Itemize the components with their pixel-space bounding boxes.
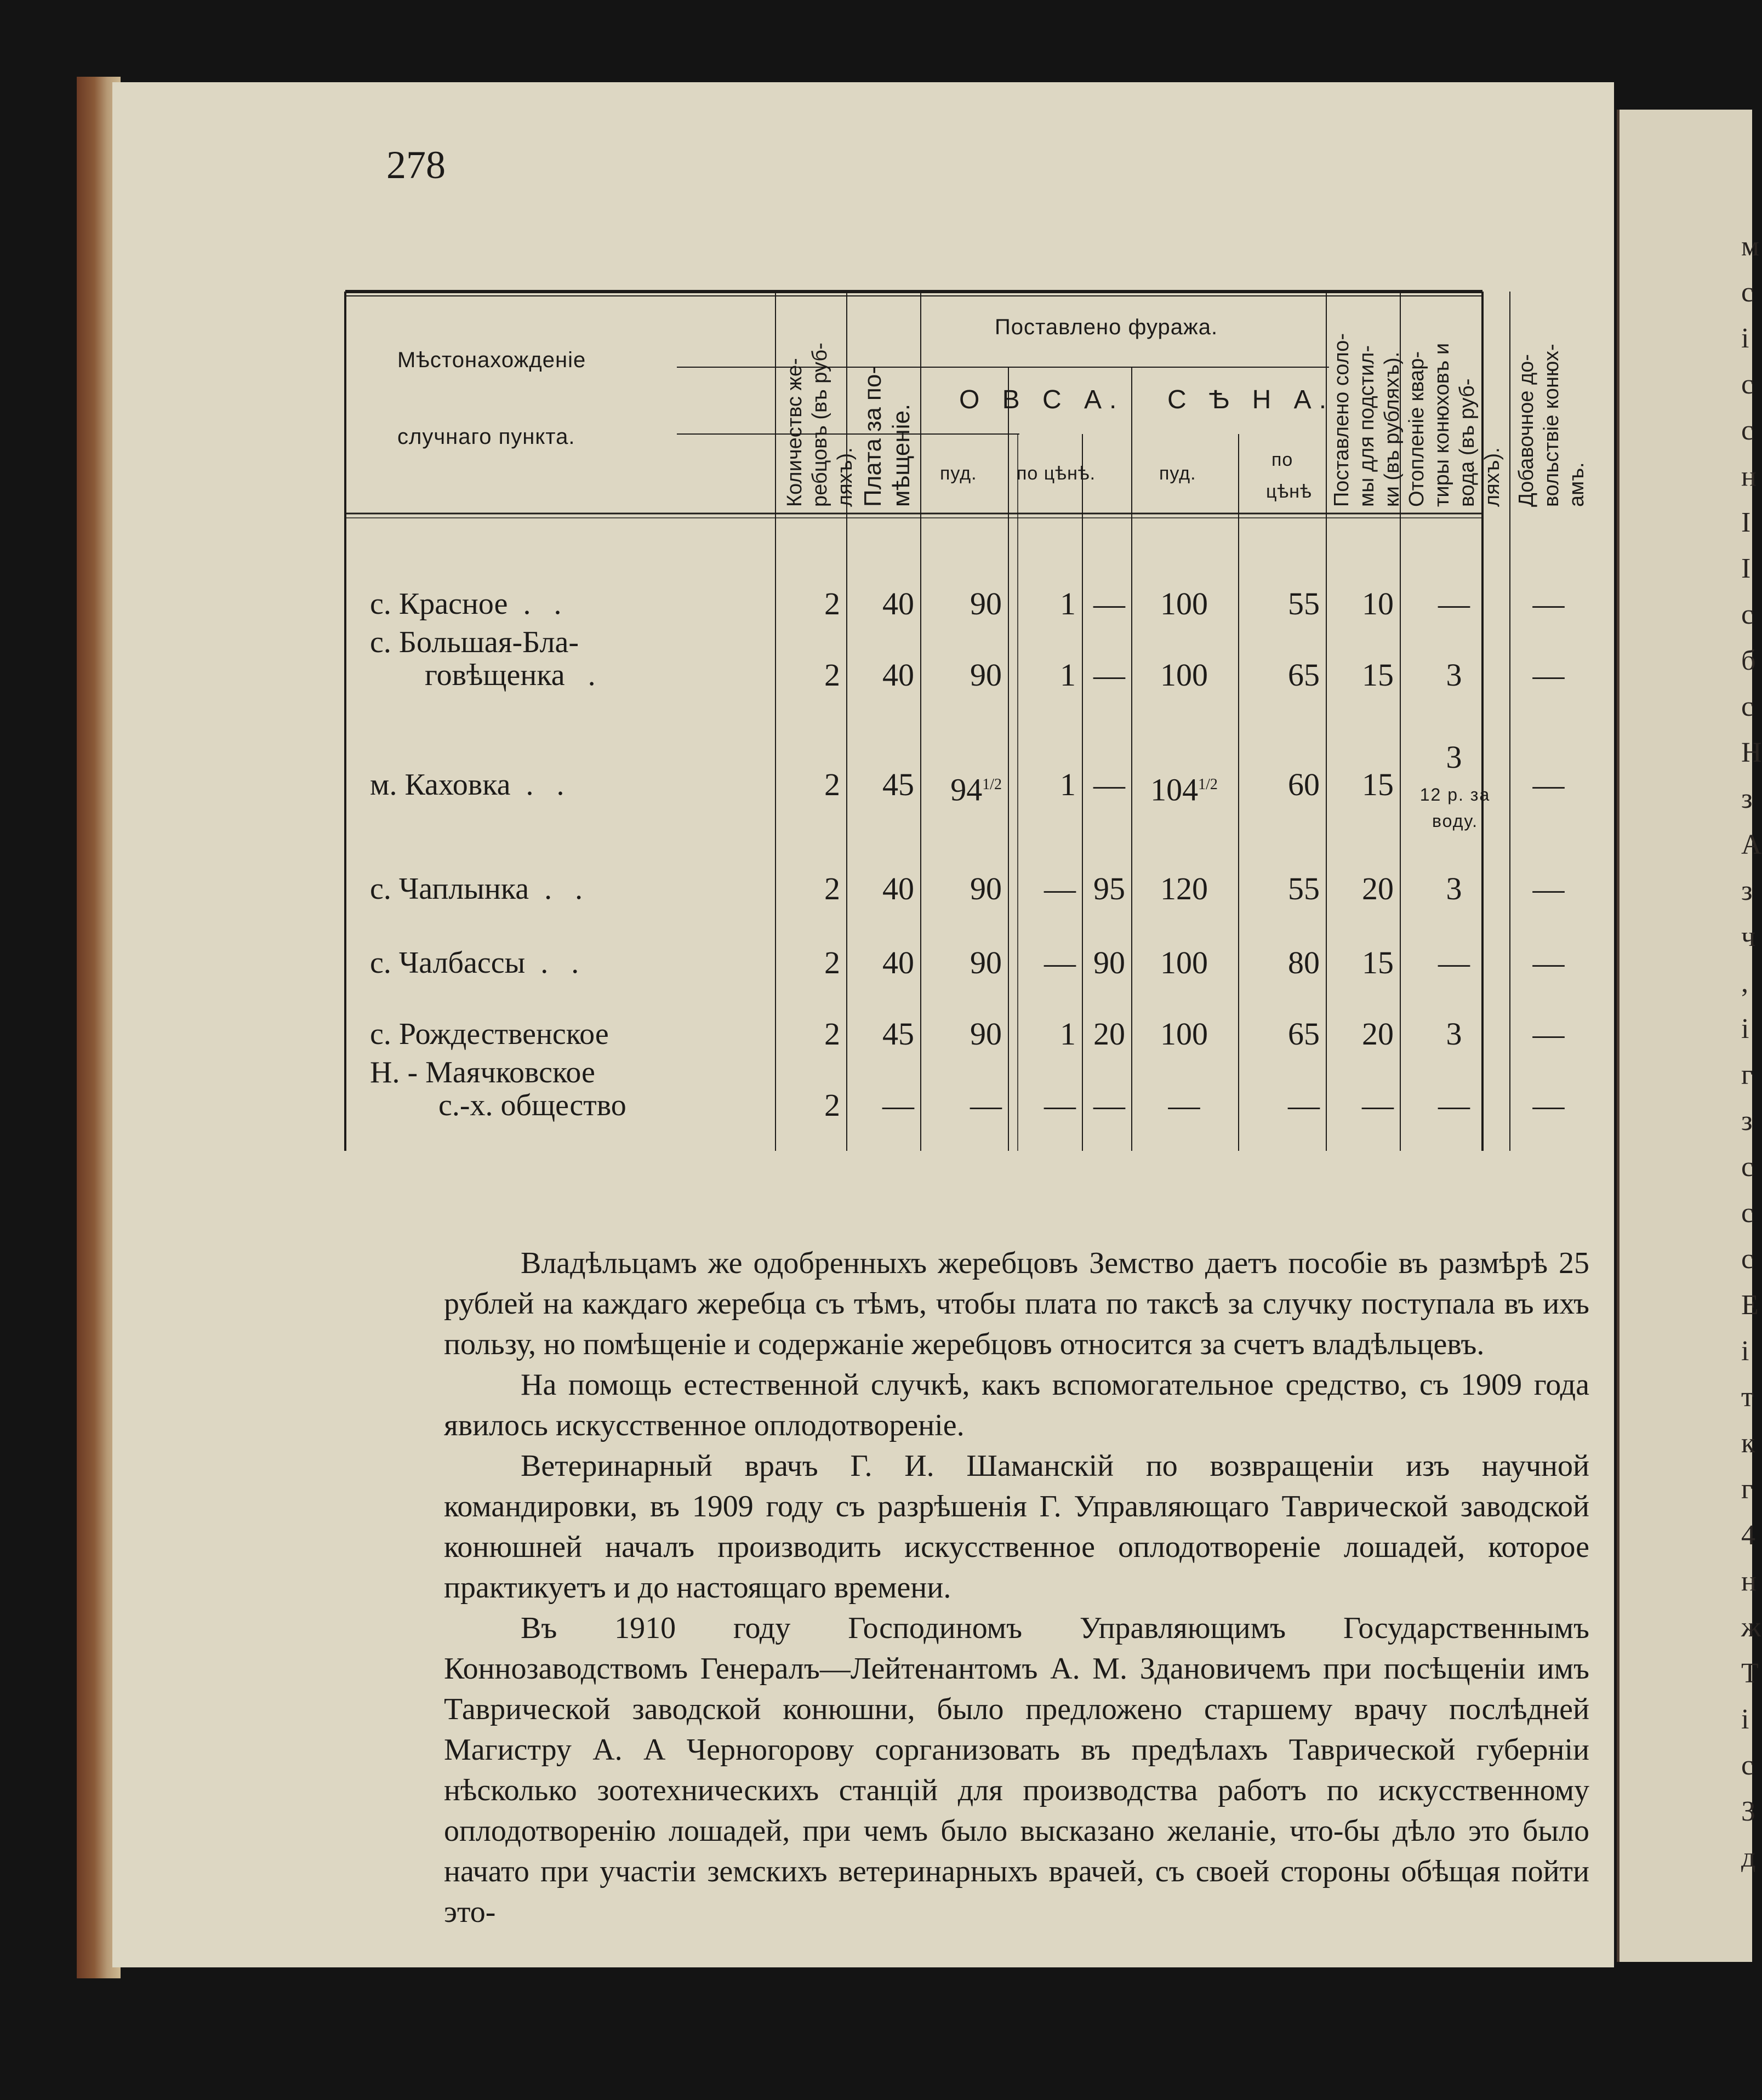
book-page bbox=[112, 82, 1614, 1967]
header-hay-price-2: цѣнѣ bbox=[1266, 481, 1312, 502]
facing-page-glyph: 4 bbox=[1741, 1520, 1755, 1551]
cell-value: 65 bbox=[1288, 1016, 1320, 1052]
cell-oats-pud bbox=[925, 945, 1002, 980]
cell-value: — bbox=[1044, 871, 1076, 906]
cell-value: 90 bbox=[1093, 945, 1125, 980]
cell-value: 2 bbox=[824, 657, 840, 693]
facing-page-glyph: ч bbox=[1741, 921, 1756, 952]
cell-straw bbox=[1331, 1017, 1394, 1052]
cell-value: 2 bbox=[824, 1016, 840, 1052]
cell-heating bbox=[1405, 586, 1503, 621]
cell-value: 1 bbox=[1060, 586, 1076, 621]
cell-value: 10 bbox=[1362, 586, 1394, 621]
facing-page-glyph: ж bbox=[1741, 1612, 1761, 1643]
facing-page-glyph: с bbox=[1741, 1197, 1754, 1229]
cell-value: 40 bbox=[882, 586, 914, 621]
cell-value: 1 bbox=[1060, 767, 1076, 802]
facing-page-glyph: м bbox=[1741, 231, 1759, 262]
location-name: Чаплынка bbox=[398, 872, 529, 906]
facing-page-glyph: г bbox=[1741, 1059, 1753, 1091]
cell-value: 55 bbox=[1288, 586, 1320, 621]
location-dots: . . bbox=[525, 946, 579, 980]
cell-oats-rub bbox=[1013, 945, 1076, 980]
cell-heating bbox=[1405, 1088, 1503, 1123]
cell-extra bbox=[1514, 586, 1583, 621]
cell-oats-kop bbox=[1087, 658, 1125, 693]
header-oats: О В С А. bbox=[959, 385, 1125, 414]
facing-page-glyph: с bbox=[1741, 277, 1754, 308]
row-location-cont bbox=[438, 1088, 626, 1123]
cell-value: 40 bbox=[882, 945, 914, 980]
cell-value: — bbox=[1438, 1087, 1470, 1123]
facing-page-glyph: с bbox=[1741, 599, 1754, 630]
location-dots: . . bbox=[507, 587, 562, 621]
paragraph-1: Владѣльцамъ же одобренныхъ жеребцовъ Земство даетъ пособіе въ размѣрѣ 25 рублей на каждаго жеребца съ тѣмъ, чтобы плата по таксѣ за случку поступала въ ихъ пользу, но помѣщеніе и содержаніе жеребцовъ относится за счетъ владѣльцевъ. bbox=[444, 1246, 1589, 1361]
cell-value: 94 bbox=[950, 772, 983, 808]
facing-page-glyph: І bbox=[1741, 553, 1751, 584]
cell-value: — bbox=[1532, 871, 1565, 906]
cell-extra bbox=[1514, 945, 1583, 980]
cell-oats-kop bbox=[1087, 767, 1125, 802]
cell-hay-price bbox=[1243, 1017, 1320, 1052]
cell-oats-rub bbox=[1013, 767, 1076, 802]
cell-straw bbox=[1331, 1088, 1394, 1123]
facing-page-glyph: с bbox=[1741, 1750, 1754, 1781]
cell-oats-pud bbox=[925, 658, 1002, 693]
cell-straw bbox=[1331, 767, 1394, 802]
cell-hay-pud bbox=[1136, 1017, 1232, 1052]
cell-extra bbox=[1514, 767, 1583, 802]
facing-page-glyph: д bbox=[1741, 1842, 1756, 1873]
cell-value: — bbox=[970, 1087, 1002, 1123]
facing-page-glyph: с bbox=[1741, 369, 1754, 400]
cell-hay-pud bbox=[1136, 586, 1232, 621]
cell-hay-pud bbox=[1136, 871, 1232, 906]
facing-page-glyph: с bbox=[1741, 691, 1754, 722]
cell-value: 20 bbox=[1362, 1016, 1394, 1052]
cell-value: 60 bbox=[1288, 767, 1320, 802]
cell-value: — bbox=[1532, 945, 1565, 980]
location-prefix: с. bbox=[370, 946, 399, 980]
cell-value: — bbox=[1438, 586, 1470, 621]
cell-heating bbox=[1405, 945, 1503, 980]
row-location bbox=[370, 586, 561, 621]
location-name: Рождественское bbox=[398, 1017, 609, 1051]
location-dots: . . bbox=[510, 768, 564, 802]
location-name: Каховка bbox=[404, 768, 511, 802]
cell-oats-kop bbox=[1087, 871, 1125, 906]
facing-page-glyph: н bbox=[1741, 1566, 1757, 1597]
cell-oats-kop bbox=[1087, 1017, 1125, 1052]
cell-fee bbox=[851, 1017, 914, 1052]
header-extra: Добавочное до- вольствіе конюх- амъ. bbox=[1515, 344, 1588, 507]
facing-page-glyph: с bbox=[1741, 415, 1754, 446]
cell-stallions bbox=[780, 1017, 840, 1052]
cell-value: 90 bbox=[970, 871, 1002, 906]
cell-value: 100 bbox=[1160, 945, 1208, 980]
cell-oats-pud bbox=[925, 1017, 1002, 1052]
cell-oats-pud bbox=[925, 1088, 1002, 1123]
cell-value: 15 bbox=[1362, 657, 1394, 693]
facing-page-glyph: І bbox=[1741, 507, 1751, 538]
cell-oats-pud bbox=[925, 767, 1002, 807]
cell-hay-pud bbox=[1136, 1088, 1232, 1123]
cell-stallions bbox=[780, 1088, 840, 1123]
cell-value: 45 bbox=[882, 767, 914, 802]
cell-fee bbox=[851, 767, 914, 802]
cell-oats-rub bbox=[1013, 871, 1076, 906]
cell-value: 90 bbox=[970, 1016, 1002, 1052]
cell-hay-pud bbox=[1136, 767, 1232, 807]
cell-value: — bbox=[1093, 586, 1125, 621]
cell-hay-price bbox=[1243, 658, 1320, 693]
cell-value: 2 bbox=[824, 1087, 840, 1123]
cell-value: 3 bbox=[1446, 739, 1462, 775]
facing-page-glyph: с bbox=[1741, 1151, 1754, 1183]
cell-heating bbox=[1405, 871, 1503, 906]
row-location bbox=[370, 1017, 609, 1052]
cell-heating bbox=[1405, 1017, 1503, 1052]
cell-fee bbox=[851, 1088, 914, 1123]
row-location bbox=[370, 1055, 595, 1090]
facing-page-glyph: , bbox=[1741, 967, 1748, 998]
cell-value: 2 bbox=[824, 871, 840, 906]
header-forage: Поставлено фуража. bbox=[995, 315, 1218, 339]
header-hay-price-1: по bbox=[1271, 449, 1293, 470]
cell-extra bbox=[1514, 1088, 1583, 1123]
location-dots: . bbox=[564, 658, 596, 692]
cell-extra bbox=[1514, 658, 1583, 693]
heating-note-1: 12 р. за bbox=[1419, 785, 1491, 804]
cell-value: — bbox=[1532, 1016, 1565, 1052]
cell-stallions bbox=[780, 586, 840, 621]
facing-page-glyph: з bbox=[1741, 875, 1753, 906]
row-location bbox=[370, 945, 579, 980]
cell-value: 2 bbox=[824, 586, 840, 621]
facing-page-glyph: з bbox=[1741, 1105, 1753, 1137]
cell-oats-kop bbox=[1087, 586, 1125, 621]
cell-value: 100 bbox=[1160, 586, 1208, 621]
cell-value: 120 bbox=[1160, 871, 1208, 906]
facing-page-glyph: б bbox=[1741, 645, 1756, 676]
header-location-2: случнаго пункта. bbox=[397, 425, 575, 449]
row-location bbox=[370, 767, 564, 802]
header-straw: Поставлено соло- мы для подстил- ки (въ рубляхъ). bbox=[1330, 333, 1404, 507]
facing-page-glyph: і bbox=[1741, 323, 1749, 354]
cell-oats-pud bbox=[925, 586, 1002, 621]
cell-value: 1 bbox=[1060, 1016, 1076, 1052]
cell-oats-rub bbox=[1013, 586, 1076, 621]
location-name: Красное bbox=[398, 587, 508, 621]
cell-oats-rub bbox=[1013, 1017, 1076, 1052]
cell-fee bbox=[851, 586, 914, 621]
cell-value: — bbox=[1532, 1087, 1565, 1123]
location-prefix: с. bbox=[370, 1017, 399, 1051]
facing-page-glyph: с bbox=[1741, 1243, 1754, 1275]
cell-value: 100 bbox=[1160, 1016, 1208, 1052]
fodder-table bbox=[345, 208, 1588, 1151]
cell-stallions bbox=[780, 945, 840, 980]
cell-value: — bbox=[1532, 767, 1565, 802]
cell-value: — bbox=[1168, 1087, 1200, 1123]
cell-hay-price bbox=[1243, 767, 1320, 802]
cell-value: 90 bbox=[970, 945, 1002, 980]
cell-value: 20 bbox=[1362, 871, 1394, 906]
cell-fraction: 1/2 bbox=[982, 776, 1002, 793]
cell-value: — bbox=[1438, 945, 1470, 980]
cell-hay-pud bbox=[1136, 945, 1232, 980]
header-hay-pud: пуд. bbox=[1159, 463, 1196, 484]
cell-oats-rub bbox=[1013, 658, 1076, 693]
cell-straw bbox=[1331, 871, 1394, 906]
cell-value: — bbox=[882, 1087, 914, 1123]
cell-oats-kop bbox=[1087, 1088, 1125, 1123]
facing-page-glyph: Н bbox=[1741, 737, 1762, 768]
header-stallions: Количествс же- ребцовъ (въ руб- ляхъ). bbox=[783, 343, 857, 507]
cell-value: 104 bbox=[1150, 772, 1199, 808]
cell-value: — bbox=[1093, 1087, 1125, 1123]
row-location-cont bbox=[425, 658, 596, 693]
cell-oats-kop bbox=[1087, 945, 1125, 980]
cell-value: 1 bbox=[1060, 657, 1076, 693]
cell-hay-price bbox=[1243, 586, 1320, 621]
header-heating: Отопленіе квар- тиры конюховъ и вода (въ руб- ляхъ). bbox=[1405, 343, 1504, 507]
facing-page-glyph: к bbox=[1741, 1428, 1755, 1459]
facing-page-glyph: з bbox=[1741, 783, 1753, 814]
cell-value: — bbox=[1044, 945, 1076, 980]
cell-fee bbox=[851, 658, 914, 693]
heating-note-2: воду. bbox=[1432, 811, 1479, 831]
location-name: - Маячковское bbox=[407, 1055, 595, 1089]
facing-page-glyph: і bbox=[1741, 1704, 1749, 1735]
location-dots: . . bbox=[529, 872, 583, 906]
cell-straw bbox=[1331, 945, 1394, 980]
cell-extra bbox=[1514, 1017, 1583, 1052]
cell-value: — bbox=[1093, 767, 1125, 802]
location-prefix: с. bbox=[370, 872, 399, 906]
cell-fee bbox=[851, 871, 914, 906]
cell-stallions bbox=[780, 658, 840, 693]
cell-hay-pud bbox=[1136, 658, 1232, 693]
cell-oats-rub bbox=[1013, 1088, 1076, 1123]
facing-page-glyph: т bbox=[1741, 1382, 1754, 1413]
location-name: Чалбассы bbox=[398, 946, 526, 980]
cell-value: 2 bbox=[824, 767, 840, 802]
row-location bbox=[370, 625, 579, 660]
facing-page-glyph: Е bbox=[1741, 1289, 1759, 1321]
cell-hay-price bbox=[1243, 1088, 1320, 1123]
cell-value: 15 bbox=[1362, 767, 1394, 802]
cell-value: 3 bbox=[1446, 657, 1462, 693]
cell-value: 3 bbox=[1446, 871, 1462, 906]
cell-value: 40 bbox=[882, 871, 914, 906]
paragraph-4: Въ 1910 году Господиномъ Управляющимъ Государственнымъ Коннозаводствомъ Генералъ—Лейтенантомъ А. М. Здановичемъ при посѣщеніи имъ Таврической заводской конюшни, было предложено старшему врачу послѣдней Магистру А. А Черногорову сорганизовать въ предѣлахъ Таврической губерніи нѣсколько зоотехническихъ станцій для производства работъ по искусственному оплодотворенію лошадей, при чемъ было высказано желаніе, что-бы дѣло это было начато при участіи земскихъ ветеринарныхъ врачей, съ своей стороны обѣщая пойти это- bbox=[444, 1611, 1589, 1929]
cell-heating bbox=[1405, 658, 1503, 693]
facing-page-glyph: Т bbox=[1741, 1658, 1759, 1689]
location-name-cont: говѣщенка bbox=[425, 658, 565, 692]
location-prefix: с. bbox=[370, 625, 399, 659]
header-oats-price: по цѣнѣ. bbox=[1017, 463, 1096, 484]
cell-fraction: 1/2 bbox=[1198, 776, 1218, 793]
cell-stallions bbox=[780, 767, 840, 802]
paragraph-3: Ветеринарный врачъ Г. И. Шаманскій по возвращеніи изъ научной командировки, въ 1909 году съ разрѣшенія Г. Управляющаго Таврической заводской конюшней началъ производить искусственное оплодотвореніе лошадей, которое практикуетъ и до настоящаго времени. bbox=[444, 1449, 1589, 1605]
page-number: 278 bbox=[386, 143, 446, 187]
cell-value: — bbox=[1362, 1087, 1394, 1123]
body-text bbox=[444, 1243, 1589, 1932]
facing-page-glyph: н bbox=[1741, 461, 1757, 492]
cell-oats-pud bbox=[925, 871, 1002, 906]
header-location-1: Мѣстонахожденіе bbox=[397, 348, 586, 372]
facing-page-glyph: г bbox=[1741, 1474, 1753, 1505]
cell-value: 95 bbox=[1093, 871, 1125, 906]
cell-value: — bbox=[1093, 657, 1125, 693]
facing-page-glyph: і bbox=[1741, 1013, 1749, 1045]
cell-stallions bbox=[780, 871, 840, 906]
cell-value: 40 bbox=[882, 657, 914, 693]
cell-hay-price bbox=[1243, 871, 1320, 906]
cell-extra bbox=[1514, 871, 1583, 906]
cell-value: 3 bbox=[1446, 1016, 1462, 1052]
cell-value: 2 bbox=[824, 945, 840, 980]
cell-straw bbox=[1331, 658, 1394, 693]
cell-value: — bbox=[1044, 1087, 1076, 1123]
cell-value: 80 bbox=[1288, 945, 1320, 980]
header-hay: С Ѣ Н А. bbox=[1167, 385, 1335, 414]
location-prefix: с. bbox=[370, 587, 399, 621]
cell-value: 100 bbox=[1160, 657, 1208, 693]
cell-heating bbox=[1405, 740, 1503, 775]
location-name: Большая-Бла- bbox=[398, 625, 579, 659]
cell-value: 15 bbox=[1362, 945, 1394, 980]
row-location bbox=[370, 871, 583, 906]
cell-fee bbox=[851, 945, 914, 980]
facing-page-glyph: З bbox=[1741, 1796, 1756, 1827]
cell-value: 20 bbox=[1093, 1016, 1125, 1052]
cell-value: — bbox=[1532, 586, 1565, 621]
cell-value: 90 bbox=[970, 586, 1002, 621]
cell-straw bbox=[1331, 586, 1394, 621]
cell-value: 45 bbox=[882, 1016, 914, 1052]
facing-page-glyph: і bbox=[1741, 1336, 1749, 1367]
location-name-cont: с.-х. общество bbox=[438, 1088, 626, 1122]
location-prefix: Н. bbox=[370, 1055, 408, 1089]
cell-value: — bbox=[1288, 1087, 1320, 1123]
cell-value: 65 bbox=[1288, 657, 1320, 693]
facing-page bbox=[1617, 110, 1762, 1962]
cell-value: — bbox=[1532, 657, 1565, 693]
cell-value: 55 bbox=[1288, 871, 1320, 906]
facing-page-glyph: А bbox=[1741, 829, 1762, 860]
paragraph-2: На помощь естественной случкѣ, какъ вспомогательное средство, съ 1909 года явилось искусственное оплодотвореніе. bbox=[444, 1368, 1589, 1442]
location-prefix: м. bbox=[370, 768, 405, 802]
header-premises: Плата за по- мѣщеніе. bbox=[859, 366, 915, 507]
cell-value: 90 bbox=[970, 657, 1002, 693]
header-oats-pud: пуд. bbox=[940, 463, 977, 484]
cell-hay-price bbox=[1243, 945, 1320, 980]
